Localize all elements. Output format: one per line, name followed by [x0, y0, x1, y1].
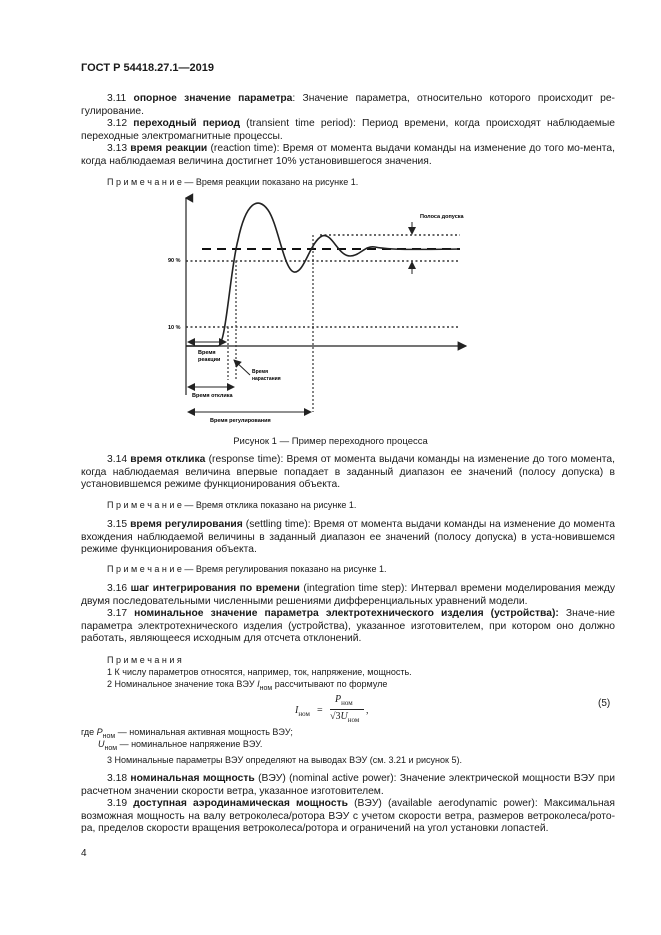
note-3-14 — [107, 499, 356, 511]
note-label: П р и м е ч а н и е — [107, 177, 182, 187]
rise-time-label — [252, 369, 281, 382]
formula-comma: , — [366, 705, 369, 716]
power-symbol: P — [96, 727, 103, 737]
note-3-13 — [107, 176, 358, 188]
clause-number: 3.17 — [107, 608, 128, 619]
note-label: П р и м е ч а н и е — [107, 500, 182, 510]
response-time-label: Время отклика — [192, 393, 233, 399]
paragraph-3-17 — [81, 608, 615, 646]
clause-number: 3.16 — [107, 583, 128, 594]
numerator-symbol: P — [335, 694, 342, 705]
current-subscript: ном — [259, 684, 273, 692]
paragraph-3-13 — [81, 143, 615, 168]
denominator-subscript: ном — [347, 716, 360, 724]
power-description: — номинальная активная мощность ВЭУ; — [115, 727, 293, 737]
definition-text: (transient time period): Период времени, когда происходят наблюдаемые переходные электромагнитные процессы. — [81, 118, 615, 142]
rise-time-arrow — [234, 360, 250, 375]
page-number: 4 — [81, 848, 87, 859]
response-curve — [186, 203, 460, 346]
definition-text: (reaction time): Время от момента выдачи команды на изменение до того мо-мента, когда наблюдаемая величина достигнет 10% установившегося значения. — [81, 143, 615, 167]
equals-sign: = — [317, 705, 323, 716]
sqrt-three: √3 — [330, 711, 341, 722]
note-3: 3 Номинальные параметры ВЭУ определяют на выводах ВЭУ (см. 3.21 и рисунок 5). — [107, 755, 462, 765]
note-2 — [107, 678, 387, 695]
note-label: П р и м е ч а н и е — [107, 564, 182, 574]
reaction-time-label — [198, 350, 220, 363]
clause-number: 3.11 — [107, 93, 127, 104]
where-line-2 — [98, 738, 262, 755]
paragraph-3-12 — [81, 118, 615, 143]
numerator-subscript: ном — [341, 699, 353, 707]
term: номинальная мощность — [130, 773, 255, 784]
lhs-symbol: I — [295, 705, 299, 716]
paragraph-3-19 — [81, 798, 615, 836]
clause-number: 3.19 — [107, 798, 128, 809]
clause-number: 3.14 — [107, 454, 128, 465]
equation-number: (5) — [598, 698, 611, 709]
figure-caption: Рисунок 1 — Пример переходного процесса — [233, 436, 428, 447]
term: время реакции — [130, 143, 208, 154]
power-subscript: ном — [102, 732, 116, 740]
clause-number: 3.13 — [107, 143, 128, 154]
term: шаг интегрирования по времени — [130, 583, 300, 594]
rise-time-label-line2: нарастания — [252, 376, 281, 382]
reaction-time-label-line1: Время — [198, 350, 216, 356]
definition-text: (settling time): Время от момента выдачи команды на изменение до момента вхождения наблюдаемой величины в заданный диапазон ее значений (полосу допуска) в уста-новившемся режиме функционирования объекта. — [81, 519, 615, 556]
term: время регулирования — [130, 519, 243, 530]
where-word: где — [81, 727, 97, 737]
formula-5 — [295, 696, 395, 728]
paragraph-3-14 — [81, 454, 615, 492]
transient-process-figure — [160, 190, 490, 435]
term: переходный период — [133, 118, 240, 129]
definition-text: : Значение параметра, относительно которого происходит ре-гулирование. — [81, 93, 615, 117]
ten-percent-label: 10 % — [168, 325, 181, 331]
paragraph-3-11 — [81, 93, 615, 118]
rise-time-label-line1: Время — [252, 369, 268, 375]
term: время отклика — [130, 454, 206, 465]
formula-denominator — [330, 711, 359, 724]
formula-lhs — [295, 705, 310, 718]
clause-number: 3.15 — [107, 519, 128, 530]
term: опорное значение параметра — [133, 93, 293, 104]
fraction-bar — [330, 709, 364, 710]
document-header: ГОСТ Р 54418.27.1—2019 — [81, 62, 215, 74]
note-text: — Время отклика показано на рисунке 1. — [181, 500, 357, 510]
paragraph-3-16 — [81, 583, 615, 608]
definition-text: (ВЭУ) (nominal active power): Значение электрической мощности ВЭУ при расчетном значении скорости ветра, указанное изготовителем. — [81, 773, 615, 797]
term: номинальное значение параметра электротехнического изделия (устройства): — [134, 608, 559, 619]
note-text: — Время реакции показано на рисунке 1. — [181, 177, 359, 187]
definition-text: (response time): Время от момента выдачи команды на изменение до того момента, когда наблюдаемая величина впервые попадает в заданный диапазон ее значений (полосу допуска) в установившемся режиме функционирования объекта. — [81, 454, 615, 491]
term: доступная аэродинамическая мощность — [133, 798, 348, 809]
notes-title: П р и м е ч а н и я — [107, 655, 182, 665]
paragraph-3-15 — [81, 519, 615, 557]
ninety-percent-label: 90 % — [168, 258, 181, 264]
voltage-subscript: ном — [104, 744, 118, 752]
settling-time-label: Время регулирования — [210, 418, 271, 424]
note-3-15 — [107, 563, 386, 575]
note-text: — Время регулирования показано на рисунке 1. — [181, 564, 387, 574]
lhs-subscript: ном — [298, 710, 310, 718]
voltage-description: — номинальное напряжение ВЭУ. — [117, 739, 263, 749]
definition-text: (ВЭУ) (available aerodynamic power): Максимальная возможная мощность на валу ветроколеса/ротора ВЭУ с учетом скорости ветра, размеров ветроколеса/рото-ра, пределов скорости вращения ветроколеса/ротора и ограничений на угол установки лопастей. — [81, 798, 615, 835]
note-2-text: 2 Номинальное значение тока ВЭУ — [107, 679, 258, 689]
tolerance-band-label: Полоса допуска — [420, 214, 464, 220]
formula-numerator — [335, 694, 353, 707]
note-1: 1 К числу параметров относятся, например, ток, напряжение, мощность. — [107, 667, 412, 677]
current-symbol: I — [257, 679, 260, 689]
note-2-text-end: рассчитывают по формуле — [272, 679, 388, 689]
denominator-symbol: U — [340, 711, 348, 722]
paragraph-3-18 — [81, 773, 615, 798]
voltage-symbol: U — [98, 739, 105, 749]
clause-number: 3.12 — [107, 118, 128, 129]
clause-number: 3.18 — [107, 773, 128, 784]
definition-text: (integration time step): Интервал времени моделирования между двумя последовательными численными решениями дифференциальных уравнений модели. — [81, 583, 615, 607]
reaction-time-label-line2: реакции — [198, 357, 221, 363]
definition-text: Значе-ние параметра электротехнического изделия (устройства), указанное изготовителем, при котором оно должно работать, являющееся исходным для отсчета отклонений. — [81, 608, 616, 645]
